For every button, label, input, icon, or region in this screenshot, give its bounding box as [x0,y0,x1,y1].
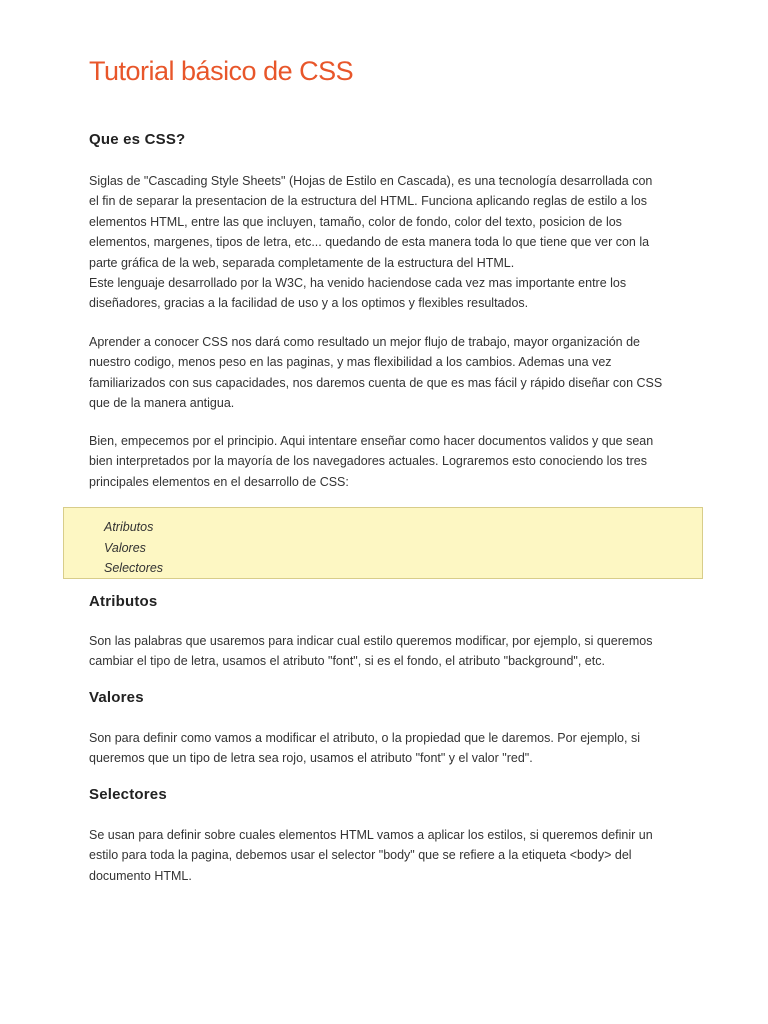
text-line: Aprender a conocer CSS nos dará como resultado un mejor flujo de trabajo, mayor organización de [89,335,641,349]
list-item: Selectores [104,561,164,575]
list-item: Atributos [104,520,154,534]
heading-valores: Valores [89,689,144,706]
text-line: cambiar el tipo de letra, usamos el atributo "font", si es el fondo, el atributo "background", etc. [89,654,605,669]
text-line: Se usan para definir sobre cuales elementos HTML vamos a aplicar los estilos, si queremos definir un [89,828,653,842]
text-line: bien interpretados por la mayoría de los navegadores actuales. Lograremos esto conociendo los tres [89,454,647,469]
text-line: elementos, margenes, tipos de letra, etc... quedando de esta manera toda lo que tiene que ver con la [89,235,650,250]
valores-paragraph [89,728,689,769]
text-line: queremos que un tipo de letra sea rojo, usamos el atributo "font" y el valor "red". [89,751,533,766]
page-title: Tutorial básico de CSS [89,56,354,86]
text-line: nuestro codigo, menos peso en las paginas, y mas flexibilidad a los cambios. Ademas una vez [89,355,612,370]
highlight-box [63,507,703,579]
intro-paragraph-3 [89,431,689,492]
text-line: Este lenguaje desarrollado por la W3C, ha venido haciendose cada vez mas importante entre los [89,276,627,291]
intro-paragraph-1 [89,171,689,314]
heading-que-es-css: Que es CSS? [89,131,186,148]
text-line: Son las palabras que usaremos para indicar cual estilo queremos modificar, por ejemplo, si queremos [89,634,653,648]
heading-selectores: Selectores [89,786,167,803]
text-line: estilo para toda la pagina, debemos usar el selector "body" que se refiere a la etiqueta <body> del [89,848,632,863]
text-line: el fin de separar la presentacion de la estructura del HTML. Funciona aplicando reglas de estilo a los [89,194,647,209]
list-item: Valores [104,540,146,555]
atributos-paragraph [89,631,689,672]
text-line: parte gráfica de la web, separada completamente de la estructura del HTML. [89,255,515,270]
text-line: Bien, empecemos por el principio. Aqui intentare enseñar como hacer documentos validos y que sean [89,434,654,448]
selectores-paragraph [89,825,689,886]
heading-atributos: Atributos [89,593,158,610]
elements-list [104,517,163,579]
text-line: principales elementos en el desarrollo de CSS: [89,474,349,489]
intro-paragraph-2 [89,332,689,414]
text-line: Siglas de "Cascading Style Sheets" (Hojas de Estilo en Cascada), es una tecnología desarrollada con [89,174,653,188]
text-line: diseñadores, gracias a la facilidad de uso y a los optimos y flexibles resultados. [89,296,529,311]
text-line: elementos HTML, entre las que incluyen, tamaño, color de fondo, color del texto, posicion de los [89,214,622,229]
text-line: Son para definir como vamos a modificar el atributo, o la propiedad que le daremos. Por ejemplo, si [89,731,640,745]
text-line: documento HTML. [89,868,192,883]
text-line: familiarizados con sus capacidades, nos daremos cuenta de que es mas fácil y rápido diseñar con CSS [89,375,663,390]
text-line: que de la manera antigua. [89,396,235,411]
